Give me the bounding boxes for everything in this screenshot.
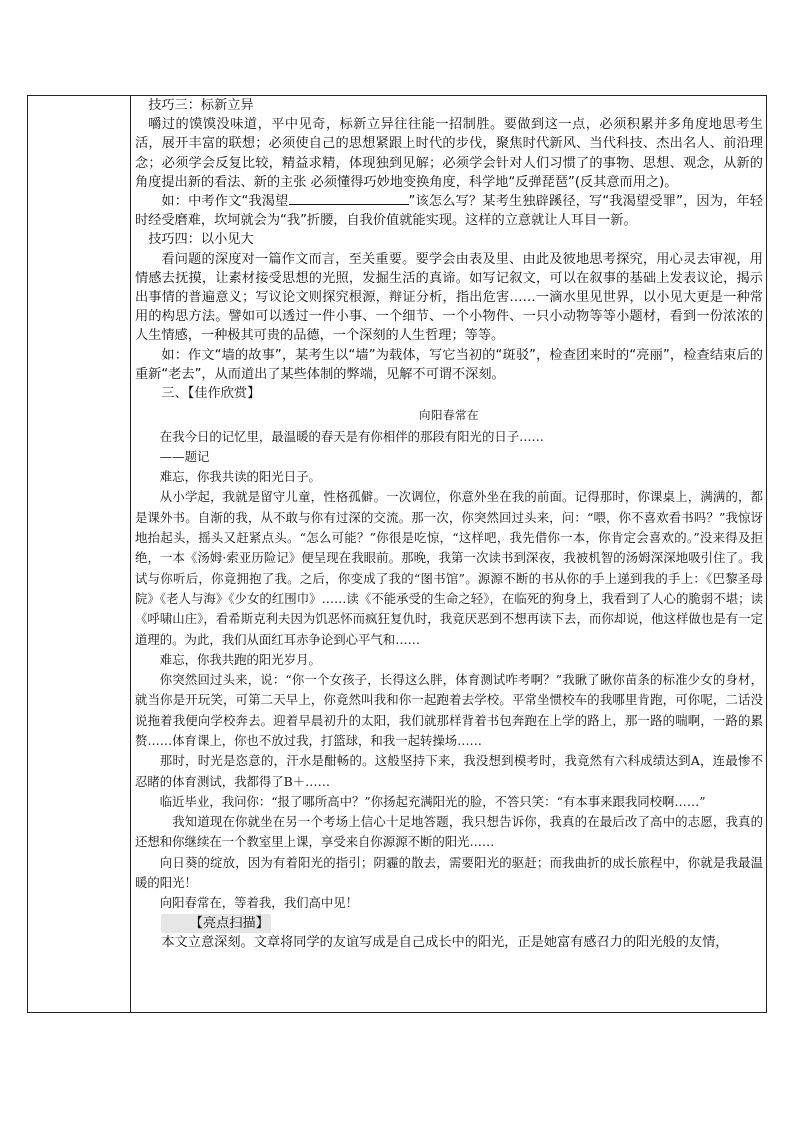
example-text-a: 如：中考作文“我渴望 (161, 194, 289, 210)
essay-paragraph: 你突然回过头来，说：“你一个女孩子，长得这么胖，体育测试咋考啊？”我瞅了瞅你苗条的标准少女的身材，就当你是开玩笑，可第二天早上，你竟然叫我和你一起跑着去学校。平常坐惯校车的我哪里肯跑，可你呢，二话没说拖着我便向学校奔去。迎着早晨初升的太阳，我们就那样背着书包奔跑在上学的路上，那一路的喘啊，一路的累赘……体育课上，你也不放过我，打篮球，和我一起转操场…… (135, 672, 763, 748)
essay-paragraph: 向日葵的绽放，因为有着阳光的指引；阴霾的散去，需要阳光的驱赶；而我曲折的成长旅程中，你就是我最温暖的阳光！ (135, 854, 763, 891)
technique-3-body: 嚼过的馍馍没味道，平中见奇，标新立异往往能一招制胜。要做到这一点，必须积累并多角度地思考生活，展开丰富的联想；必须使自己的思想紧跟上时代的步伐，聚焦时代新风、当代科技、杰出名人、前沿理念；必须学会反复比较，精益求精，体现独到见解；必须学会针对人们习惯了的事物、思想、观念，从新的角度提出新的看法、新的主张 必须懂得巧妙地变换角度，科学地“反弹琵琶”(反其意而用之)。 (135, 117, 763, 190)
essay-closing: 向阳春常在，等着我，我们高中见！ (159, 895, 359, 911)
example-text-b: ”该怎么写？某考生独辟蹊径，写“我渴望受罪”，因为，年轻时经受磨难，坎坷就会为“我”折腰，自我价值就能实现。这样的立意就让人耳目一新。 (135, 194, 763, 229)
highlight-scan-body: 本文立意深刻。文章将同学的友谊写成是自己成长中的阳光，正是她富有感召力的阳光般的友情， (161, 934, 729, 950)
highlight-label: 【亮点扫描】 (161, 914, 271, 933)
essay-paragraph: 临近毕业，我问你：“报了哪所高中？”你扬起充满阳光的脸，不答只笑：“有本事来跟我同校啊……” (159, 793, 706, 809)
content-cell (135, 96, 763, 952)
epigraph-signature: ——题记 (159, 448, 210, 464)
content-table (27, 95, 767, 1013)
fill-in-blank (289, 192, 409, 205)
epigraph: 在我今日的记忆里，最温暖的春天是有你相伴的那段有阳光的日子…… (159, 428, 544, 444)
essay-paragraph: 那时，时光是恣意的，汗水是酣畅的。这般坚持下来，我没想到模考时，我竟然有六科成绩达到A，连最惨不忍睹的体育测试，我都得了B＋…… (135, 753, 763, 789)
technique-3-heading: 技巧三：标新立异 (148, 98, 254, 113)
essay-paragraph: 难忘，你我共跑的阳光岁月。 (159, 651, 321, 667)
technique-4-example: 如：作文“墙的故事”，某考生以“墙”为载体，写它当初的“斑驳”，检查团来时的“亮丽”，检查结束后的重新“老去”，从而道出了某些体制的弊端，见解不可谓不深刻。 (135, 347, 763, 382)
essay-paragraph: 难忘，你我共读的阳光日子。 (159, 469, 321, 485)
essay-title: 向阳春常在 (419, 408, 479, 423)
highlight-scan-heading (135, 914, 763, 933)
technique-4-heading: 技巧四：以小见大 (148, 232, 254, 248)
column-divider (130, 96, 131, 1012)
technique-3-example (135, 192, 763, 230)
section-heading: 三、【佳作欣赏】 (161, 386, 261, 402)
technique-4-body: 看问题的深度对一篇作文而言，至关重要。要学会由表及里、由此及彼地思考探究，用心灵去审视，用情感去抚摸，让素材接受思想的光照，发掘生活的真谛。如写记叙文，可以在叙事的基础上发表议论，揭示出事情的普遍意义；写议论文则探究根源，辩证分析，指出危害……一滴水里见世界，以小见大更是一种常用的构思方法。譬如可以透过一件小事、一个细节、一个小物件、一只小动物等等小题材，看到一份浓浓的人生情感，一种极其可贵的品德，一个深刻的人生哲理；等等。 (135, 251, 763, 344)
essay-paragraph: 我知道现在你就坐在另一个考场上信心十足地答题，我只想告诉你，我真的在最后改了高中的志愿，我真的还想和你继续在一个教室里上课，享受来自你源源不断的阳光…… (135, 814, 763, 850)
essay-paragraph: 从小学起，我就是留守儿童，性格孤僻。一次调位，你意外坐在我的前面。记得那时，你课桌上，满满的，都是课外书。自渐的我，从不敢与你有过深的交流。那一次，你突然回过头来，问：“喂，你不喜欢看书吗？”我惊讶地抬起头，摇头又赶紧点头。“怎么可能？”你很是吃惊，“这样吧，我先借你一本，你肯定会喜欢的。”没来得及拒绝，一本《汤姆·索亚历险记》便呈现在我眼前。那晚，我第一次读书到深夜，我被机智的汤姆深深地吸引住了。我试与你听后，你竟拥抱了我。之后，你变成了我的“图书馆”。源源不断的书从你的手上递到我的手上：《巴黎圣母院》《老人与海》《少女的红围巾》……读《不能承受的生命之轻》，在临死的狗身上，我看到了人心的脆弱不堪；读《呼啸山庄》，看希斯克利夫因为饥恶怀而疯狂复仇时，我竟厌恶到不想再读下去，而你却说，他这样做也是有一定道理的。为此，我们从面红耳赤争论到心平气和…… (135, 489, 763, 647)
